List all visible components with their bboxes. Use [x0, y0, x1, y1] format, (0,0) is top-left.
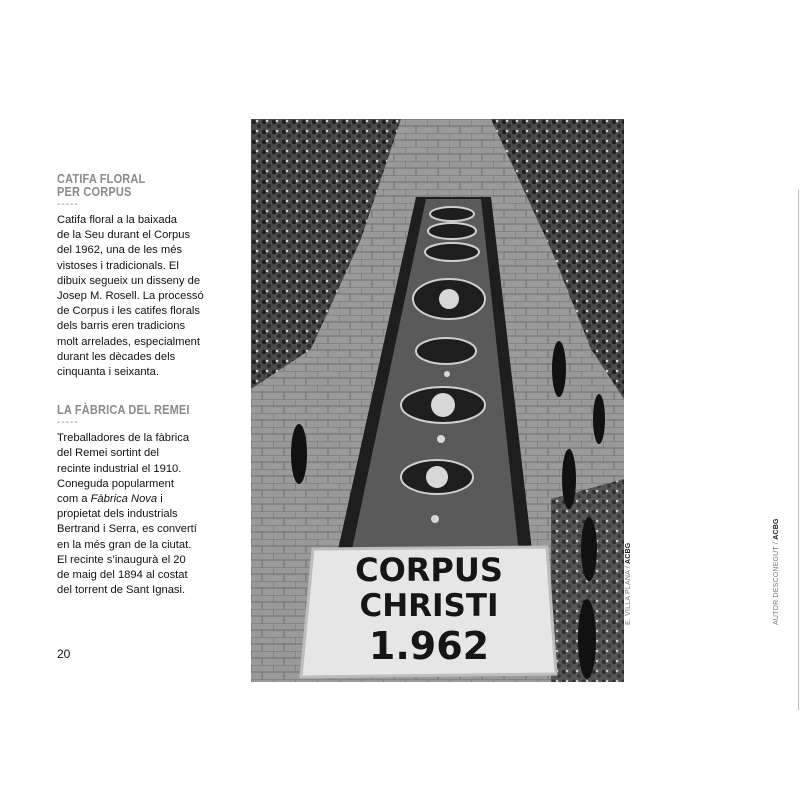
text-column — [57, 173, 209, 598]
series-credit-archive: ACBG — [773, 518, 780, 540]
section-title-line1: CATIFA FLORAL — [57, 172, 146, 186]
body-text-part: Treballadores de la fàbrica del Remei sortint del recinte industrial el 1910. Coneguda popularment com a — [57, 432, 190, 506]
photo-credit — [625, 543, 632, 625]
body-text-italic: Fàbrica Nova — [90, 493, 158, 506]
section-title-line2: PER CORPUS — [57, 185, 132, 199]
section-body: Catifa floral a la baixada de la Seu durant el Corpus del 1962, una de les més vistoses i tradicionals. El dibuix segueix un disseny de Josep M. Rosell. La processó de Corpus i les catifes florals dels barris eren tradicions molt arrelades, especialment durant les dècades dels cinquanta i seixanta. — [57, 214, 204, 379]
photo-credit-author: E. VILLA PLANA / — [625, 564, 632, 625]
series-credit — [773, 518, 780, 625]
section-separator: ----- — [57, 199, 79, 210]
series-credit-text: AUTOR DESCONEGUT / — [773, 539, 780, 625]
section-body — [57, 431, 209, 598]
page-number: 20 — [57, 647, 71, 661]
section-fabrica-remei — [57, 404, 209, 598]
photo-credit-archive: ACBG — [625, 542, 632, 564]
carpet-lettering-line2: CHRISTI — [359, 588, 499, 624]
photo-illustration — [251, 119, 624, 682]
carpet-lettering-line3: 1.962 — [368, 624, 490, 668]
carpet-lettering-line1: CORPUS — [355, 551, 503, 589]
section-separator: ----- — [57, 417, 79, 429]
page-edge-rule — [798, 190, 799, 710]
section-title: LA FÀBRICA DEL REMEI — [57, 403, 190, 418]
body-text-part: i propietat dels industrials Bertrand i Serra, es convertí en la més gran de la ciutat. El recinte s’inaugurà el 20 de maig del 1894 al costat del torrent de Sant Ignasi. — [57, 493, 197, 597]
section-title — [57, 173, 191, 199]
photograph-corpus-carpet — [251, 119, 624, 682]
section-catifa-floral — [57, 173, 209, 380]
